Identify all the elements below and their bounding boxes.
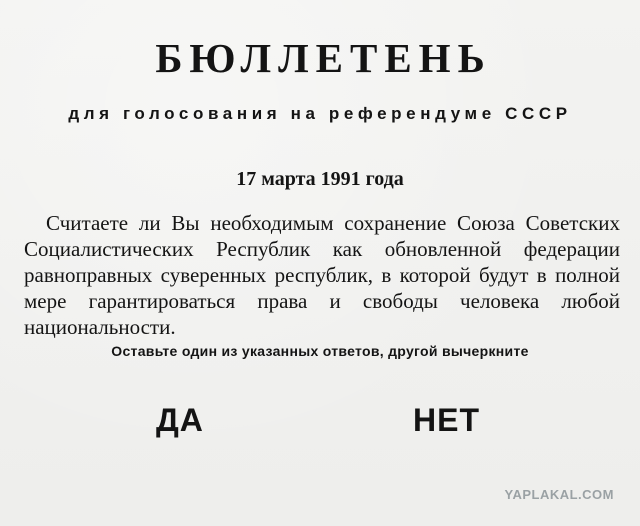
answer-no: НЕТ: [413, 402, 480, 438]
voting-instruction: Оставьте один из указанных ответов, другой вычеркните: [111, 343, 529, 359]
answer-yes: ДА: [156, 402, 204, 438]
ballot-subtitle: для голосования на референдуме СССР: [68, 104, 572, 123]
referendum-question: Считаете ли Вы необходимым сохранение Союза Советских Социалистических Республик как обновленной федерации равноправных суверенных республик, в которой будут в полной мере гарантироваться права и свободы человека любой национальности.: [24, 211, 620, 339]
ballot-title: БЮЛЛЕТЕНЬ: [155, 35, 492, 81]
site-watermark: YAPLAKAL.COM: [504, 487, 614, 502]
referendum-date: 17 марта 1991 года: [236, 168, 404, 190]
